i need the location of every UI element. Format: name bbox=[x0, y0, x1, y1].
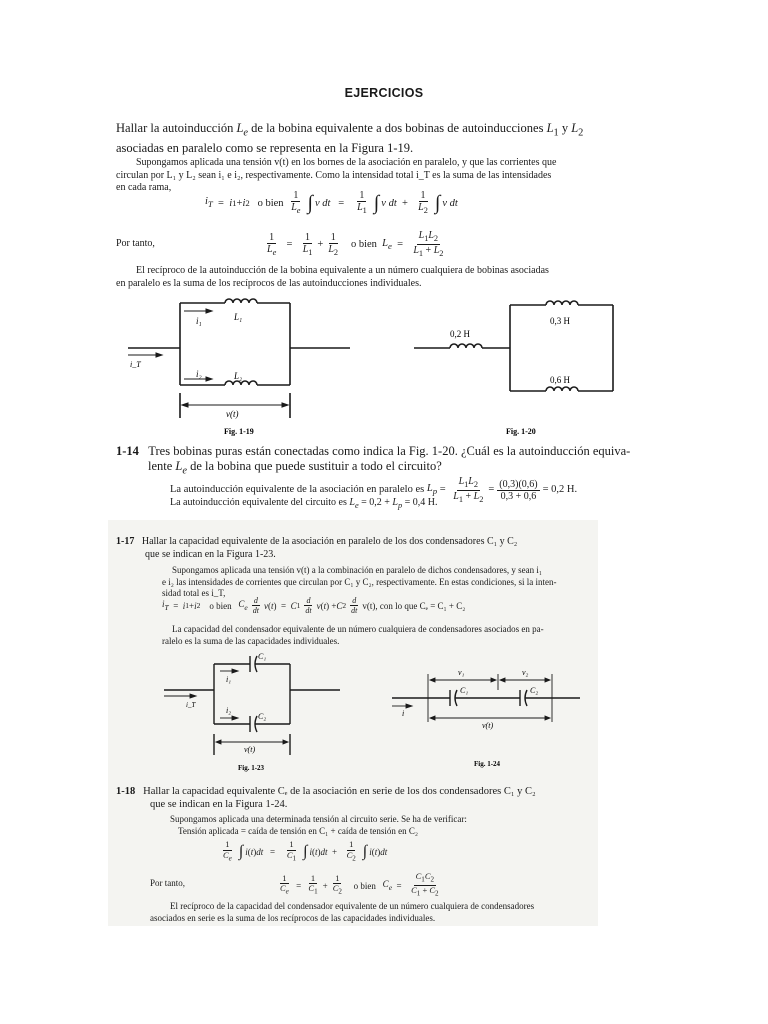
p17-text-5: ralelo es la suma de las capacidades individuales. bbox=[162, 635, 340, 646]
p13-text-5: en paralelo es la suma de los recíprocos de las autoinducciones individuales. bbox=[116, 277, 422, 289]
fig23-c1-label: C₁ bbox=[258, 652, 267, 661]
problem-14-statement bbox=[116, 444, 656, 479]
figure-1-23 bbox=[160, 650, 360, 775]
fig19-it-label: i_T bbox=[130, 360, 141, 369]
fig23-it-label: i_T bbox=[186, 701, 196, 709]
fig19-l2-label: L₂ bbox=[234, 371, 243, 381]
problem-13-statement-line-2: asociadas en paralelo como se representa en la Figura 1-19. bbox=[116, 140, 414, 155]
fig24-c1-label: C₁ bbox=[460, 686, 469, 695]
problem-13-statement bbox=[116, 121, 656, 156]
p18-text-3: El recíproco de la capacidad del condensador equivalente de un número cualquiera de condensadores bbox=[170, 901, 535, 911]
fig19-caption: Fig. 1-19 bbox=[224, 427, 254, 436]
problem-13-body bbox=[116, 157, 656, 195]
problem-17-line-2: que se indican en la Figura 1-23. bbox=[145, 548, 276, 560]
fig23-vt-label: v(t) bbox=[244, 745, 256, 754]
problem-18-body bbox=[170, 814, 600, 837]
problem-18-line-1: 1-18 Hallar la capacidad equivalente Cₑ de la asociación en serie de los dos condensadores C₁ y C₂ bbox=[116, 786, 536, 797]
problem-17-body bbox=[162, 565, 592, 600]
equation-parallel-current: $i_T$ = i 1 + i 2 o bien $\frac{1}{L_e}$ ∫ v dt = $\frac{1}{L_1}$ ∫ v dt + $\frac{1}{L_2}$ ∫ v dt bbox=[205, 190, 458, 215]
fig24-i-label: i bbox=[402, 709, 405, 718]
p18-por-tanto: Por tanto, bbox=[150, 878, 185, 888]
fig23-caption: Fig. 1-23 bbox=[238, 764, 265, 772]
p13-text-1: Supongamos aplicada una tensión v(t) en los bornes de la asociación en paralelo, y que las corrientes que bbox=[136, 157, 557, 168]
p18-conclusion bbox=[150, 901, 600, 924]
p13-text-4: El recíproco de la autoinducción de la bobina equivalente a un número cualquiera de bobinas asociadas bbox=[136, 265, 549, 276]
p18-equation-2: $\frac{1}{C_e}$ = $\frac{1}{C_1}$ + $\frac{1}{C_2}$ o bien $C_e$ = $\frac{C_1C_2}{C_1 + C_2}$ bbox=[280, 871, 439, 898]
p18-text-1: Supongamos aplicada una determinada tensión al circuito serie. Se ha de verificar: bbox=[170, 814, 467, 824]
fig24-c2-label: C₂ bbox=[530, 686, 539, 695]
equation-parallel-inductance: $\frac{1}{L_e}$ = $\frac{1}{L_1}$ + $\frac{1}{L_2}$ o bien $L_e$ = $\frac{L_1L_2}{L_1 + L_2}$ bbox=[267, 230, 444, 258]
fig23-i2-label: i₂ bbox=[226, 706, 232, 715]
p13-text-2: circulan por L₁ y L₂ sean i₁ e i₂, respectivamente. Como la intensidad total i_T es la suma de las intensidades bbox=[116, 169, 552, 181]
problem-13-statement-line-1: Hallar la autoinducción $L_e$ de la bobina equivalente a dos bobinas de autoinducciones $L_1$ y $L_2$ bbox=[116, 121, 584, 139]
p17-text-2: e i₂ las intensidades de corrientes que circulan por C₁ y C₂, respectivamente. En estas condiciones, si la inten- bbox=[162, 576, 557, 587]
p18-text-4: asociados en serie es la suma de los recíprocos de las capacidades individuales. bbox=[150, 912, 436, 923]
figure-1-19 bbox=[120, 293, 360, 438]
p17-text-4: La capacidad del condensador equivalente de un número cualquiera de condensadores asociados en pa- bbox=[172, 624, 544, 634]
p13-por-tanto: Por tanto, bbox=[116, 238, 155, 249]
p17-equation: $i_T$ = i 1 + i 2 o bien $C_e$ $\frac{d}{dt}$ v ( t ) = C 1 $\frac{d}{dt}$ v ( t ) + C 2 $\frac{d}{dt}$ v(t), con lo que Cₑ = C₁ + C₂ bbox=[162, 596, 466, 615]
p13-text-3: en cada rama, bbox=[116, 182, 172, 193]
fig23-i1-label: i₁ bbox=[226, 675, 232, 684]
page-title: EJERCICIOS bbox=[344, 86, 424, 100]
problem-17-line-1: 1-17 Hallar la capacidad equivalente de la asociación en paralelo de los dos condensadores C₁ y C₂ bbox=[116, 536, 518, 547]
fig24-v2-label: v₂ bbox=[522, 668, 529, 677]
figure-1-20 bbox=[408, 293, 638, 438]
figure-1-24 bbox=[388, 660, 588, 772]
fig19-i1-label: i₁ bbox=[196, 316, 202, 326]
fig19-l1-label: L₁ bbox=[234, 312, 243, 322]
p17-text-1: Supongamos aplicada una tensión v(t) a la combinación en paralelo de dichos condensadores, y sean i₁ bbox=[172, 565, 543, 575]
fig20-caption: Fig. 1-20 bbox=[506, 427, 536, 436]
problem-17-statement bbox=[116, 536, 596, 561]
problem-14-line-2: lente $L_e$ de la bobina que puede sustituir a todo el circuito? bbox=[148, 459, 442, 477]
problem-14-line-1: 1-14 Tres bobinas puras están conectadas como indica la Fig. 1-20. ¿Cuál es la autoinducción equiva- bbox=[116, 444, 631, 458]
p18-equation-1: $\frac{1}{C_e}$ ∫ i ( t ) dt = $\frac{1}{C_1}$ ∫ i ( t ) dt + $\frac{1}{C_2}$ ∫ i ( t ) dt bbox=[223, 839, 388, 863]
fig20-label-02: 0,2 H bbox=[450, 329, 470, 339]
p14-equation-parallel: La autoinducción equivalente de la asociación en paralelo es $L_p$ = $\frac{L_1L_2}{L_1 + L_2}$ = $\frac{(0,3)(0,6)}{0,3 + 0,6}$ = 0,2 H. bbox=[170, 476, 578, 504]
p17-conclusion bbox=[162, 624, 592, 647]
p13-conclusion bbox=[116, 265, 656, 290]
fig19-vt-label: v(t) bbox=[226, 409, 239, 419]
fig19-i2-label: i₂ bbox=[196, 369, 202, 379]
fig24-v1-label: v₁ bbox=[458, 668, 465, 677]
p17-text-3: sidad total es i_T, bbox=[162, 588, 226, 598]
p18-text-2: Tensión aplicada = caída de tensión en C₁ + caída de tensión en C₂ bbox=[178, 825, 418, 836]
p14-equation-total: La autoinducción equivalente del circuito es $L_e = 0,2 + L_p = 0,4$ H. bbox=[170, 497, 438, 510]
problem-18-line-2: que se indican en la Figura 1-24. bbox=[150, 798, 288, 810]
fig20-label-03: 0,3 H bbox=[550, 316, 570, 326]
fig20-label-06: 0,6 H bbox=[550, 375, 570, 385]
problem-18-statement bbox=[116, 786, 596, 811]
problem-14-number: 1-14 bbox=[116, 444, 139, 458]
fig24-vt-label: v(t) bbox=[482, 721, 494, 730]
fig23-c2-label: C₂ bbox=[258, 712, 267, 721]
fig24-caption: Fig. 1-24 bbox=[474, 760, 501, 768]
